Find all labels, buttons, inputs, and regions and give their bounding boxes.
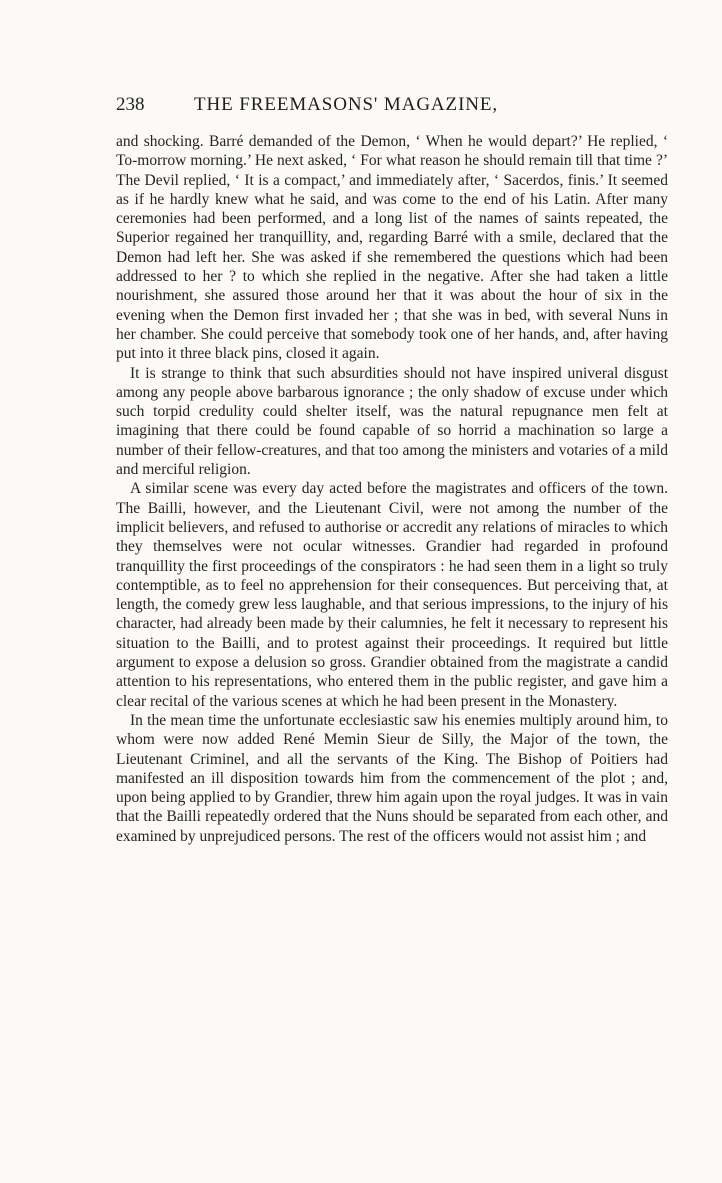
body-text [116, 132, 668, 846]
paragraph-2: It is strange to think that such absurdities should not have inspired univeral disgust among any people above barbarous ignorance ; the only shadow of excuse under which such torpid credulity could shelter itself, was the natural repugnance men felt at imagining that there could be found capable of so horrid a machination so large a number of their fellow-creatures, and that too among the ministers and votaries of a mild and merciful religion. [116, 364, 668, 479]
paragraph-1: and shocking. Barré demanded of the Demon, ‘ When he would depart?’ He replied, ‘ To-morrow morning.’ He next asked, ‘ For what reason he should remain till that time ?’ The Devil replied, ‘ It is a compact,’ and immediately after, ‘ Sacerdos, finis.’ It seemed as if he hardly knew what he said, and was come to the end of his Latin. After many ceremonies had been performed, and a long list of the names of saints repeated, the Superior regained her tranquillity, and, regarding Barré with a smile, declared that the Demon had left her. She was asked if she remembered the questions which had been addressed to her ? to which she replied in the negative. After she had taken a little nourishment, she assured those around her that it was about the hour of six in the evening when the Demon first invaded her ; that she was in bed, with several Nuns in her chamber. She could perceive that somebody took one of her hands, and, after having put into it three black pins, closed it again. [116, 133, 668, 363]
paragraph-3: A similar scene was every day acted before the magistrates and officers of the town. The Bailli, however, and the Lieutenant Civil, were not among the number of the implicit believers, and refused to authorise or accredit any relations of miracles to which they themselves were not ocular witnesses. Grandier had regarded in profound tranquillity the first proceedings of the conspirators : he had seen them in a light so truly contemptible, as to feel no apprehension for their consequences. But perceiving that, at length, the comedy grew less laughable, and that serious impressions, to the injury of his character, had already been made by their calumnies, he felt it necessary to represent his situation to the Bailli, and to protest against their proceedings. It required but little argument to expose a delusion so gross. Grandier obtained from the magistrate a candid attention to his representations, who entered them in the public register, and gave him a clear recital of the various scenes at which he had been present in the Monastery. [116, 480, 668, 710]
paragraph-4: In the mean time the unfortunate ecclesiastic saw his enemies multiply around him, to whom were now added René Memin Sieur de Silly, the Major of the town, the Lieutenant Criminel, and all the servants of the King. The Bishop of Poitiers had manifested an ill disposition towards him from the commencement of the plot ; and, upon being applied to by Grandier, threw him again upon the royal judges. It was in vain that the Bailli repeatedly ordered that the Nuns should be separated from each other, and examined by unprejudiced persons. The rest of the officers would not assist him ; and [116, 711, 668, 845]
page-header [116, 94, 666, 118]
running-title: THE FREEMASONS' MAGAZINE, [194, 94, 499, 115]
page-number: 238 [116, 94, 145, 115]
